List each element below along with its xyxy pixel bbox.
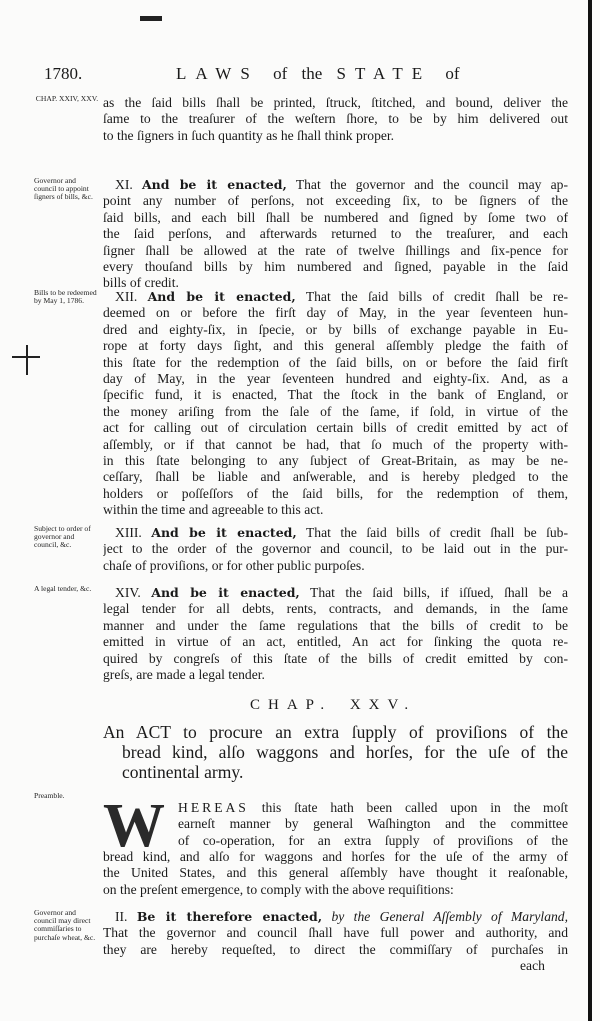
- act-title-line: bread kind, alſo waggons and horſes, for the uſe of the: [122, 742, 568, 762]
- text-line: [103, 177, 568, 193]
- running-head-end: of: [445, 64, 460, 83]
- text: That the ſaid bills, if iſſued, ſhall be a: [310, 585, 568, 600]
- text: this ſtate hath been called upon in the moſt: [261, 800, 568, 815]
- margin-note: Governor and council may direct commiſſaries to purchaſe wheat, &c.: [34, 908, 96, 942]
- page-year: 1780.: [44, 64, 83, 83]
- text-line: dred and eighty-ſix, in ſpecie, or by bills of exchange payable in Eu-: [103, 321, 568, 337]
- text-line: [103, 585, 568, 601]
- ink-mark: [12, 356, 40, 358]
- text-line: [103, 289, 568, 305]
- drop-cap: W: [103, 792, 165, 860]
- preamble-paragraph: [103, 800, 568, 849]
- text-line: to the ſigners in ſuch quantity as he ſhall think proper.: [103, 127, 395, 143]
- act-title-line: An ACT to procure an extra ſupply of proviſions of the: [103, 722, 568, 742]
- text-line: earneſt manner by general Waſhington and the committee: [178, 816, 568, 832]
- text-line: greſs, are made a legal tender.: [103, 666, 265, 682]
- text: That the ſaid bills of credit ſhall be ſub-: [305, 525, 568, 540]
- text-line: manner and under the ſame regulations that the bills of credit to be: [103, 617, 568, 633]
- running-head-mid: of the: [273, 64, 323, 83]
- enacting-clause: And be it enacted,: [147, 289, 296, 304]
- running-head: [176, 64, 460, 84]
- act-title: [103, 722, 568, 782]
- text-line: quired by congreſs of this ſtate of the bills of credit emitted by con-: [103, 650, 568, 666]
- text-line: [103, 525, 568, 541]
- text-line: in this ſtate belonging to any ſubject of Great-Britain, as may be ne-: [103, 452, 568, 468]
- text-line: [103, 800, 568, 816]
- margin-note: A legal tender, &c.: [34, 584, 92, 593]
- margin-note: Governor and council to appoint ſigners of bills, &c.: [34, 176, 93, 202]
- scan-mark: [140, 16, 162, 21]
- text-line: they are hereby requeſted, to direct the commiſſary of purchaſes in: [103, 941, 568, 957]
- section-number: XIV.: [115, 585, 141, 600]
- running-head-state: STATE: [336, 64, 432, 83]
- text-line: [103, 909, 568, 925]
- section-number: XII.: [115, 289, 138, 304]
- section-paragraph: [103, 525, 568, 574]
- section-number: II.: [115, 909, 128, 924]
- text-line: the United States, and this general aſſembly have thought it reaſonable,: [103, 865, 568, 881]
- margin-note: Subject to order of governor and council, &c.: [34, 524, 91, 550]
- section-paragraph: [103, 585, 568, 683]
- text-line: the money ariſing from the ſale of the ſame, if ſold, in virtue of the: [103, 403, 568, 419]
- text: That the governor and the council may ap-: [295, 177, 568, 192]
- text-line: of co-operation, for an extra ſupply of proviſions of the: [178, 832, 568, 848]
- continuation-paragraph: [103, 95, 568, 144]
- text-line: bills of credit.: [103, 275, 179, 291]
- text-line: within the time and agreeable to this act.: [103, 502, 324, 518]
- enacting-clause: And be it enacted,: [151, 525, 297, 540]
- section-paragraph: [103, 289, 568, 518]
- text: That the ſaid bills of credit ſhall be re-: [305, 289, 568, 304]
- text-line: ſame to the treaſurer of the weſtern ſhore, to be by him delivered out: [103, 111, 568, 127]
- text-line: as the ſaid bills ſhall be printed, ſtruck, ſtitched, and bound, deliver the: [103, 95, 568, 110]
- text-line: ceſſary, ſhall be liable and anſwerable, and is hereby pledged to the: [103, 469, 568, 485]
- section-paragraph: [103, 177, 568, 292]
- italic-text: by the General Aſſembly of Maryland,: [331, 909, 568, 924]
- enacting-clause: Be it therefore enacted,: [136, 909, 323, 924]
- text-line: ſigner ſhall be allowed at the rate of twelve ſhillings and ſix-pence for: [103, 242, 568, 258]
- text-line: day of May, in the year ſeventeen hundred and eighty-ſix. And, as a: [103, 370, 568, 386]
- text-line: aſſembly, or if that cannot be had, that ſo much of the property with-: [103, 436, 568, 452]
- section-number: XIII.: [115, 525, 142, 540]
- text-line: the ſaid perſons, and afterwards returned to the treaſurer, and each: [103, 226, 568, 242]
- text-line: every thouſand bills by him numbered and ſigned, payable in the ſaid: [103, 258, 568, 274]
- text-line: ject to the order of the governor and council, to be laid out in the pur-: [103, 541, 568, 557]
- first-word: HEREAS: [178, 800, 249, 815]
- text-line: point any number of perſons, not exceeding ſix, to be ſigners of the: [103, 193, 568, 209]
- text-line: legal tender for all debts, rents, contracts, and demands, in the ſame: [103, 601, 568, 617]
- enacting-clause: And be it enacted,: [141, 177, 287, 192]
- enacting-clause: And be it enacted,: [151, 585, 300, 600]
- text-line: chaſe of proviſions, or for other public purpoſes.: [103, 557, 365, 573]
- margin-note: Preamble.: [34, 791, 65, 800]
- text-line: act for calling out of circulation certain bills of credit emitted by act of: [103, 420, 568, 436]
- section-ii: [103, 909, 568, 958]
- margin-note: Bills to be redeemed by May 1, 1786.: [34, 288, 97, 306]
- act-title-line: continental army.: [122, 762, 244, 782]
- chapter-heading: CHAP. XXV.: [250, 697, 417, 713]
- text-line: on the preſent emergence, to comply with the above requiſitions:: [103, 881, 454, 897]
- text-line: That the governor and council ſhall have full power and authority, and: [103, 925, 568, 941]
- ink-mark: [26, 345, 28, 375]
- margin-note: CHAP. XXIV, XXV.: [35, 94, 99, 103]
- text-line: ſaid bills, and each bill ſhall be numbered and ſigned by ſome two of: [103, 209, 568, 225]
- text-line: this ſtate for the redemption of the ſaid bills, on or before the ſaid firſt: [103, 354, 568, 370]
- page-edge: [588, 0, 592, 1021]
- text-line: rope at forty days ſight, and this general aſſembly pledge the faith of: [103, 338, 568, 354]
- text-line: deemed on or before the firſt day of May, in the year ſeventeen hun-: [103, 305, 568, 321]
- text-line: bread kind, and alſo for waggons and horſes for the uſe of the army of: [103, 849, 568, 864]
- catchword: each: [520, 958, 545, 973]
- preamble-paragraph-cont: [103, 849, 568, 898]
- text-line: holders or poſſeſſors of the ſaid bills, for the redemption of them,: [103, 485, 568, 501]
- text-line: ſpecific fund, it is enacted, That the ſtock in the bank of England, or: [103, 387, 568, 403]
- text-line: emitted in virtue of an act, entitled, An act for ſinking the quota re-: [103, 634, 568, 650]
- running-head-laws: LAWS: [176, 64, 259, 83]
- section-number: XI.: [115, 177, 133, 192]
